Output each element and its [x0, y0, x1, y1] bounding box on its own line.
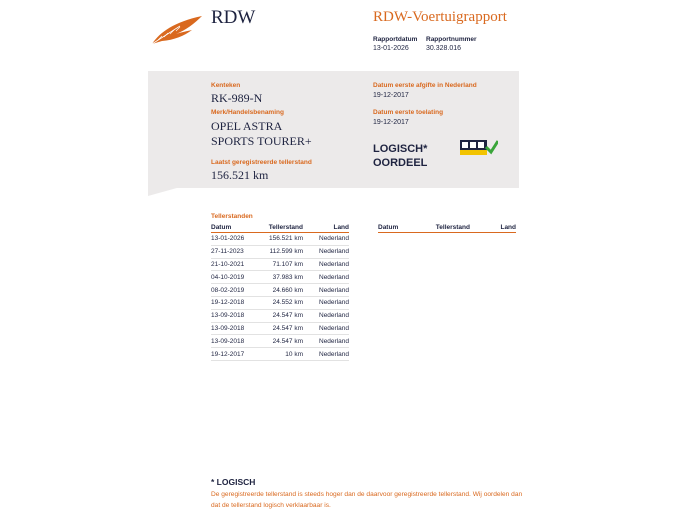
col-land: Land [470, 223, 516, 233]
cell-land: Nederland [303, 348, 349, 361]
eerste-toelating-value: 19-12-2017 [373, 119, 409, 126]
table-row [211, 258, 349, 271]
table-row [211, 233, 349, 246]
cell-land: Nederland [303, 233, 349, 246]
cell-datum: 13-09-2018 [211, 309, 257, 322]
merk-label: Merk/Handelsbenaming [211, 109, 284, 116]
col-land: Land [303, 223, 349, 233]
table-row [211, 335, 349, 348]
cell-tellerstand: 37.983 km [257, 271, 303, 284]
cell-datum: 08-02-2019 [211, 284, 257, 297]
oordeel-line1: LOGISCH* [373, 143, 428, 155]
cell-tellerstand: 24.547 km [257, 309, 303, 322]
table-header-row [211, 223, 349, 233]
footer-title: * LOGISCH [211, 477, 256, 487]
cell-land: Nederland [303, 335, 349, 348]
cell-tellerstand: 24.547 km [257, 322, 303, 335]
eerste-toelating-label: Datum eerste toelating [373, 109, 444, 116]
cell-tellerstand: 156.521 km [257, 233, 303, 246]
cell-tellerstand: 10 km [257, 348, 303, 361]
tellerstand-value: 156.521 km [211, 168, 269, 182]
kenteken-value: RK-989-N [211, 91, 263, 105]
table-row [211, 296, 349, 309]
table-row [211, 245, 349, 258]
table-row [211, 322, 349, 335]
table-row [211, 309, 349, 322]
cell-tellerstand: 71.107 km [257, 258, 303, 271]
col-tellerstand: Tellerstand [257, 223, 303, 233]
odometer-table-left [211, 223, 349, 361]
cell-datum: 13-09-2018 [211, 322, 257, 335]
brand-title: RDW [211, 7, 256, 28]
cell-land: Nederland [303, 309, 349, 322]
cell-datum: 19-12-2017 [211, 348, 257, 361]
merk-line2: SPORTS TOURER+ [211, 134, 312, 148]
nap-check-icon [460, 140, 498, 155]
col-datum: Datum [378, 223, 424, 233]
cell-tellerstand: 24.552 km [257, 296, 303, 309]
table-header-row [378, 223, 516, 233]
cell-datum: 13-01-2026 [211, 233, 257, 246]
cell-land: Nederland [303, 245, 349, 258]
table-row [211, 284, 349, 297]
eerste-afgifte-value: 19-12-2017 [373, 92, 409, 99]
cell-tellerstand: 24.660 km [257, 284, 303, 297]
feather-icon [150, 14, 204, 46]
col-datum: Datum [211, 223, 257, 233]
footer-text: De geregistreerde tellerstand is steeds hoger dan de daarvoor geregistreerde tellerstand. Wij oordelen dan dat de tellerstand logisch verklaarbaar is. [211, 491, 523, 509]
cell-land: Nederland [303, 322, 349, 335]
merk-line1: OPEL ASTRA [211, 119, 283, 133]
tellerstanden-title: Tellerstanden [211, 213, 253, 220]
cell-land: Nederland [303, 258, 349, 271]
panel-notch [148, 186, 184, 196]
cell-tellerstand: 24.547 km [257, 335, 303, 348]
cell-datum: 21-10-2021 [211, 258, 257, 271]
cell-land: Nederland [303, 296, 349, 309]
cell-land: Nederland [303, 271, 349, 284]
table-row [211, 271, 349, 284]
eerste-afgifte-label: Datum eerste afgifte in Nederland [373, 82, 477, 89]
tellerstand-label: Laatst geregistreerde tellerstand [211, 159, 312, 166]
cell-datum: 13-09-2018 [211, 335, 257, 348]
report-title: RDW-Voertuigrapport [373, 9, 507, 25]
cell-datum: 27-11-2023 [211, 245, 257, 258]
table-row [211, 348, 349, 361]
odometer-table-right [378, 223, 516, 233]
col-tellerstand: Tellerstand [424, 223, 470, 233]
oordeel-line2: OORDEEL [373, 157, 428, 169]
kenteken-label: Kenteken [211, 82, 241, 89]
cell-datum: 19-12-2018 [211, 296, 257, 309]
cell-land: Nederland [303, 284, 349, 297]
rapportnummer-value: 30.328.016 [426, 45, 462, 52]
rapportdatum-label: Rapportdatum [373, 36, 418, 43]
rapportdatum-value: 13-01-2026 [373, 45, 409, 52]
cell-datum: 04-10-2019 [211, 271, 257, 284]
cell-tellerstand: 112.599 km [257, 245, 303, 258]
rapportnummer-label: Rapportnummer [426, 36, 477, 43]
